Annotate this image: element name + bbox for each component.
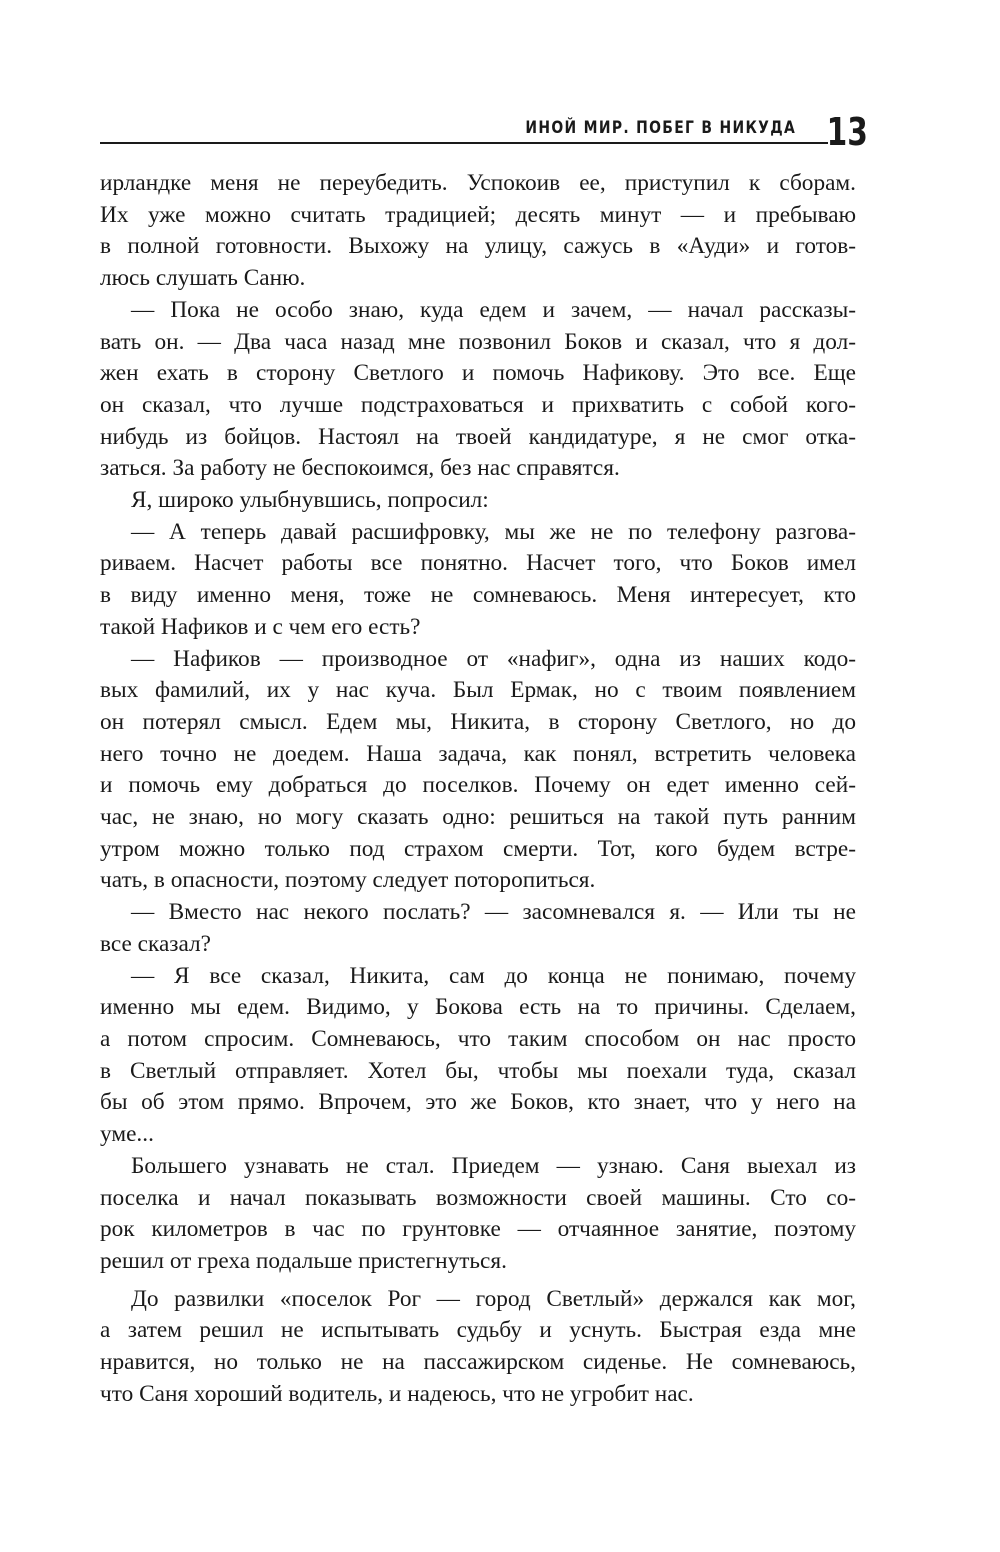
text-line: он сказал, что лучше подстраховаться и прихватить с собой кого- (100, 391, 856, 418)
paragraph (100, 961, 856, 1151)
text-line: именно мы едем. Видимо, у Бокова есть на то причины. Сделаем, (100, 994, 856, 1021)
text-line: такой Нафиков и с чем его есть? (100, 613, 421, 640)
text-line: ирландке меня не переубедить. Успокоив ее, приступил к сборам. (100, 170, 856, 196)
text-line: вать он. — Два часа назад мне позвонил Боков и сказал, что я дол- (100, 328, 856, 355)
text-line: риваем. Насчет работы все понятно. Насчет того, что Боков имел (100, 550, 856, 577)
text-line: Их уже можно считать традицией; десять минут — и пребываю (100, 201, 856, 228)
text-line: и помочь ему добраться до поселков. Почему он едет именно сей- (100, 772, 856, 799)
text-line: рок километров в час по грунтовке — отчаянное занятие, поэтому (100, 1216, 856, 1243)
text-line: нибудь из бойцов. Настоял на твоей кандидатуре, я не смог отка- (100, 423, 856, 450)
text-line: в виду именно меня, тоже не сомневаюсь. Меня интересует, кто (100, 582, 856, 609)
text-line: а затем решил не испытывать судьбу и уснуть. Быстрая езда мне (100, 1317, 856, 1344)
text-line: бы об этом прямо. Впрочем, это же Боков, кто знает, что у него на (100, 1089, 856, 1116)
text-line: а потом спросим. Сомневаюсь, что таким способом он нас просто (100, 1025, 856, 1052)
text-line: час, не знаю, но могу сказать одно: решиться на такой путь ранним (100, 804, 856, 831)
text-line: жен ехать в сторону Светлого и помочь Нафикову. Это все. Еще (100, 360, 856, 387)
text-line: — Пока не особо знаю, куда едем и зачем, — начал рассказы- (131, 296, 856, 323)
page-number: 13 (826, 110, 868, 154)
running-title: ИНОЙ МИР. ПОБЕГ В НИКУДА (525, 118, 796, 138)
text-line: он потерял смысл. Едем мы, Никита, в сторону Светлого, но до (100, 708, 856, 735)
text-line: в полной готовности. Выхожу на улицу, сажусь в «Ауди» и готов- (100, 233, 856, 260)
paragraph (100, 168, 856, 295)
text-line: уме... (100, 1121, 154, 1148)
text-line: — А теперь давай расшифровку, мы же не по телефону разгова- (131, 518, 856, 545)
running-head (100, 108, 870, 156)
text-line: утром можно только под страхом смерти. Тот, кого будем встре- (100, 835, 856, 862)
paragraph (100, 485, 856, 517)
text-line: решил от греха подальше пристегнуться. (100, 1247, 507, 1274)
text-line: — Нафиков — производное от «нафиг», одна из наших кодо- (131, 645, 856, 672)
body-text (100, 168, 856, 1410)
text-line: в Светлый отправляет. Хотел бы, чтобы мы поехали туда, сказал (100, 1057, 856, 1084)
paragraph (100, 1151, 856, 1278)
text-line: — Вместо нас некого послать? — засомневался я. — Или ты не (131, 899, 856, 926)
text-line: заться. За работу не беспокоимся, без нас справятся. (100, 455, 620, 482)
paragraph (100, 1284, 856, 1411)
paragraph (100, 295, 856, 485)
text-line: Большего узнавать не стал. Приедем — узнаю. Саня выехал из (131, 1152, 856, 1179)
paragraph (100, 644, 856, 898)
text-line: вых фамилий, их у нас куча. Был Ермак, но с твоим появлением (100, 677, 856, 704)
text-line: все сказал? (100, 930, 212, 957)
text-line: чать, в опасности, поэтому следует поторопиться. (100, 867, 596, 894)
paragraph (100, 897, 856, 960)
text-line: нравится, но только не на пассажирском сиденье. Не сомневаюсь, (100, 1349, 856, 1376)
header-rule (100, 142, 828, 144)
text-line: него точно не доедем. Наша задача, как понял, встретить человека (100, 740, 856, 767)
paragraph (100, 517, 856, 644)
text-line: До развилки «поселок Рог — город Светлый» держался как мог, (131, 1285, 856, 1312)
text-line: люсь слушать Саню. (100, 265, 306, 292)
text-line: что Саня хороший водитель, и надеюсь, что не угробит нас. (100, 1380, 694, 1407)
text-line: — Я все сказал, Никита, сам до конца не понимаю, почему (131, 962, 856, 989)
text-line: Я, широко улыбнувшись, попросил: (131, 487, 489, 514)
text-line: поселка и начал показывать возможности своей машины. Сто со- (100, 1184, 856, 1211)
